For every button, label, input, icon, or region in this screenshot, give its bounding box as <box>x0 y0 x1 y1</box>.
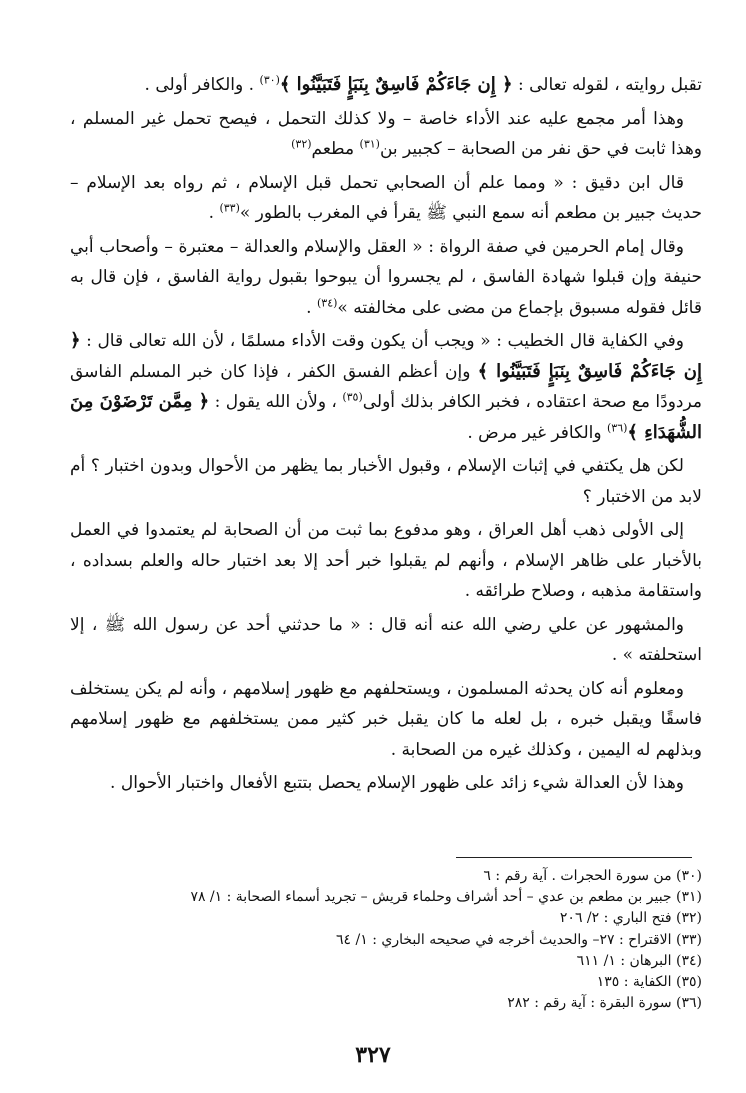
footnote-ref: (٣٠) <box>259 73 280 87</box>
footnote-ref: (٣٥) <box>342 390 363 404</box>
footnote-34: (٣٤) البرهان : ١/ ٦١١ <box>576 952 702 969</box>
quran-quote: ﴿ إِن جَاءَكُمْ فَاسِقٌ بِنَبَإٍ فَتَبَيَّنُوا ﴾ <box>70 330 702 382</box>
text: والكافر غير مرض . <box>467 422 607 443</box>
footnote-35: (٣٥) الكفاية : ١٣٥ <box>596 974 702 991</box>
paragraph-9: ومعلوم أنه كان يحدثه المسلمون ، ويستحلفهم مع ظهور إسلامهم ، وأنه لم يكن يستخلف فاسقًا ويقبل خبره ، بل لعله ما كان يقبل خبر كثير ممن يستخلفهم مع ظهور إسلامهم وبذلهم له اليمين ، وكذلك غيره من الصحابة . <box>70 678 702 760</box>
footnotes <box>110 866 702 1014</box>
text: وقال إمام الحرمين في صفة الرواة : « العقل والإسلام والعدالة – معتبرة – وأصحاب أبي حنيفة وإن قبلوا شهادة الفاسق ، لم يجسروا أن يبوحوا بقبول رواية الفاسق ، فإن قال به قائل فقوله مسبوق بإجماع من مضى على مخالفته » <box>70 236 702 318</box>
page-number: ٣٢٧ <box>355 1042 391 1068</box>
footnote-30: (٣٠) من سورة الحجرات . آية رقم : ٦ <box>483 868 702 884</box>
text: . <box>306 297 317 318</box>
text: . والكافر أولى . <box>144 75 260 95</box>
quran-quote: ﴿ إِن جَاءَكُمْ فَاسِقٌ بِنَبَإٍ فَتَبَيَّنُوا ﴾ <box>279 74 513 95</box>
text: وإن أعظم الفسق الكفر ، فإذا كان خبر المسلم الفاسق مردودًا مع صحة اعتقاده ، فخبر الكافر بذلك أولى <box>70 361 702 412</box>
footnote-33: (٣٣) الاقتراح : ٢٧– والحديث أخرجه في صحيحه البخاري : ١/ ٦٤ <box>336 931 702 948</box>
paragraph-5 <box>70 326 702 448</box>
text: تقبل روايته ، لقوله تعالى : <box>512 75 702 95</box>
footnote-ref: (٣٢) <box>291 137 312 151</box>
paragraph-8: والمشهور عن علي رضي الله عنه أنه قال : « ما حدثني أحد عن رسول الله ﷺ ، إلا استحلفته » . <box>70 614 702 665</box>
footnote-divider <box>456 857 692 858</box>
footnote-ref: (٣٤) <box>316 295 338 309</box>
footnote-32: (٣٢) فتح الباري : ٢/ ٢٠٦ <box>559 910 702 927</box>
footnote-ref: (٣٣) <box>219 201 240 215</box>
quran-quote: ﴿ مِمَّن تَرْضَوْنَ مِنَ الشُّهَدَاءِ ﴾ <box>70 391 702 443</box>
text: . <box>208 203 220 223</box>
footnote-31: (٣١) جبير بن مطعم بن عدي – أحد أشراف وحلماء قريش – تجريد أسماء الصحابة : ١/ ٧٨ <box>190 889 702 906</box>
text: ، ولأن الله يقول : <box>209 392 343 412</box>
footnote-ref: (٣١) <box>359 137 380 151</box>
main-text <box>70 70 702 799</box>
text: وفي الكفاية قال الخطيب : « ويجب أن يكون وقت الأداء مسلمًا ، لأن الله تعالى قال : <box>80 331 684 351</box>
paragraph-10: وهذا لأن العدالة شيء زائد على ظهور الإسلام يحصل بتتبع الأفعال واختبار الأحوال . <box>110 773 684 793</box>
paragraph-3 <box>70 168 702 229</box>
text: قال ابن دقيق : « ومما علم أن الصحابي تحمل قبل الإسلام ، ثم رواه بعد الإسلام – حديث جبير بن مطعم أنه سمع النبي ﷺ يقرأ في المغرب بالطور » <box>70 172 702 223</box>
paragraph-4 <box>70 232 702 324</box>
footnote-36: (٣٦) سورة البقرة : آية رقم : ٢٨٢ <box>507 995 702 1012</box>
text: مطعم <box>311 139 360 159</box>
paragraph-2 <box>70 104 702 165</box>
paragraph-6: لكن هل يكتفي في إثبات الإسلام ، وقبول الأخبار بما يظهر من الأحوال وبدون اختبار ؟ أم لابد من الاختبار ؟ <box>70 456 702 507</box>
paragraph-7: إلى الأولى ذهب أهل العراق ، وهو مدفوع بما ثبت من أن الصحابة لم يعتمدوا في العمل بالأخبار على ظاهر الإسلام ، وأنهم لم يقبلوا خبر أحد إلا بعد اختبار حاله والعلم بسداده ، واستقامة مذهبه ، وصلاح طرائقه . <box>70 520 702 601</box>
text: وهذا أمر مجمع عليه عند الأداء خاصة – ولا كذلك التحمل ، فيصح تحمل غير المسلم ، وهذا ثابت في حق نفر من الصحابة – كجبير بن <box>70 108 702 159</box>
footnote-ref: (٣٦) <box>607 420 628 434</box>
paragraph-1 <box>70 70 702 101</box>
